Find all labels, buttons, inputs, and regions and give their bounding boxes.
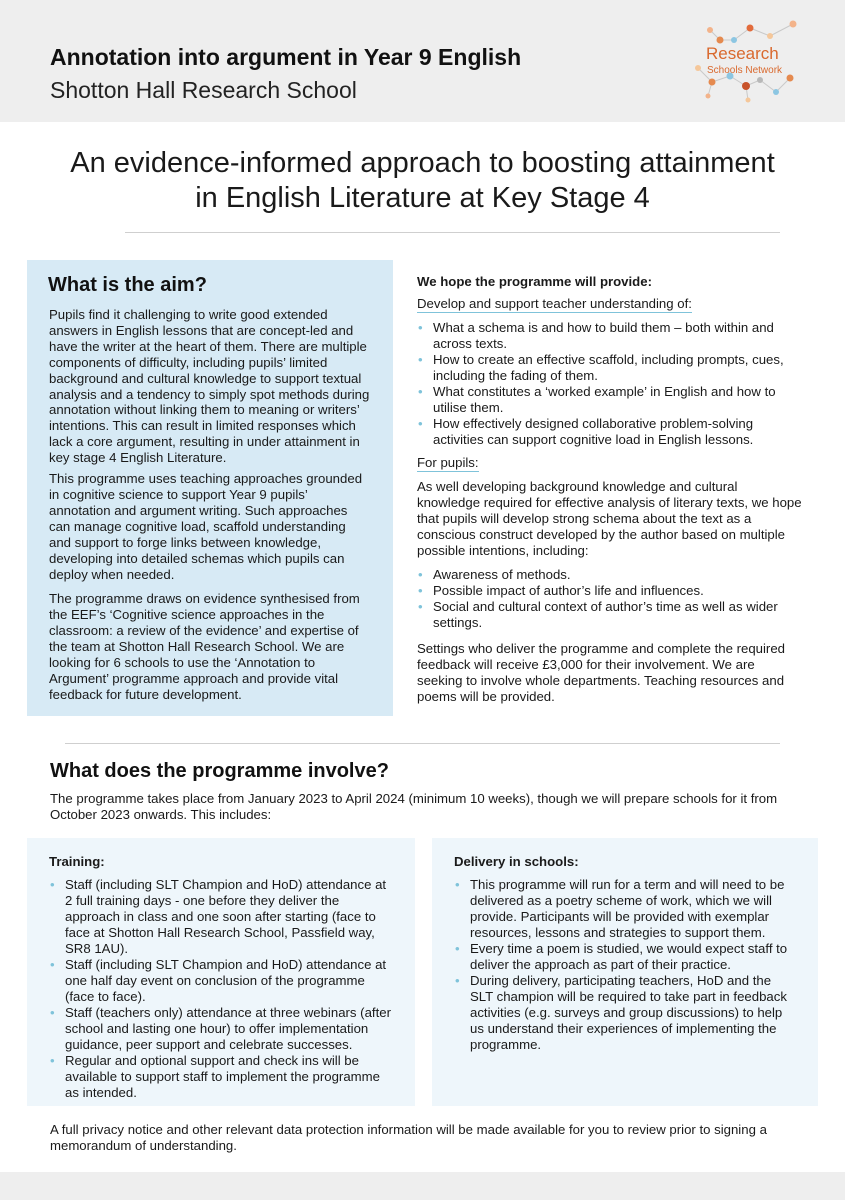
- settings-text: Settings who deliver the programme and complete the required feedback will receive £3,000 for their involvement. We are seeking to involve whole departments. Teaching resources and poems will be provided.: [417, 641, 785, 704]
- aim-heading: What is the aim?: [48, 274, 207, 296]
- list-item: • How effectively designed collaborative problem-solving activities can support cognitive load in English lessons.: [417, 416, 802, 448]
- delivery-list: [454, 877, 796, 1053]
- delivery-box: [432, 838, 818, 1106]
- privacy-notice: A full privacy notice and other relevant data protection information will be made available for you to review prior to signing a memorandum of understanding.: [50, 1122, 767, 1153]
- list-item: • Social and cultural context of author’s time as well as wider settings.: [417, 599, 802, 631]
- teacher-subheading: Develop and support teacher understanding of:: [417, 296, 692, 311]
- logo-text-network: Schools Network: [707, 65, 783, 76]
- list-item: • Possible impact of author’s life and influences.: [417, 583, 802, 599]
- aim-box: [27, 260, 393, 716]
- footer-band: [0, 1172, 845, 1200]
- list-item: • Staff (including SLT Champion and HoD) attendance at 2 full training days - one before they deliver the approach in class and one soon after starting (face to face at Shotton Hall Research School, Passfield way, SR8 1AU).: [49, 877, 393, 957]
- list-item: • What constitutes a ‘worked example’ in English and how to utilise them.: [417, 384, 802, 416]
- document-title: Annotation into argument in Year 9 English: [50, 44, 522, 70]
- divider: [65, 743, 780, 744]
- list-item: • Staff (including SLT Champion and HoD) attendance at one half day event on conclusion of the programme (face to face).: [49, 957, 393, 1005]
- training-list: [49, 877, 393, 1101]
- delivery-heading: Delivery in schools:: [454, 854, 579, 869]
- aim-paragraph: The programme draws on evidence synthesised from the EEF’s ‘Cognitive science approaches in the classroom: a review of the evidence’ and expertise of the team at Shotton Hall Research School. We are looking for 6 schools to use the ‘Annotation to Argument’ programme approach and provide vital feedback for future development.: [49, 591, 360, 702]
- list-item: • This programme will run for a term and will need to be delivered as a poetry scheme of work, which we will provide. Participants will be provided with exemplar resources, lessons and strategies to support them.: [454, 877, 796, 941]
- list-item: • Regular and optional support and check ins will be available to support staff to implement the programme as intended.: [49, 1053, 393, 1101]
- list-item: • What a schema is and how to build them – both within and across texts.: [417, 320, 802, 352]
- pupils-list: [417, 567, 802, 631]
- list-item: • Staff (teachers only) attendance at three webinars (after school and lasting one hour) to offer implementation guidance, peer support and celebrate successes.: [49, 1005, 393, 1053]
- logo-text-research: Research: [706, 44, 779, 63]
- pupils-subheading: For pupils:: [417, 455, 479, 470]
- involve-heading: What does the programme involve?: [50, 760, 389, 782]
- involve-intro: The programme takes place from January 2023 to April 2024 (minimum 10 weeks), though we will prepare schools for it from October 2023 onwards. This includes:: [50, 791, 778, 822]
- research-schools-network-logo: [690, 18, 805, 106]
- teacher-list: [417, 320, 802, 448]
- aim-paragraph: This programme uses teaching approaches grounded in cognitive science to support Year 9 pupils’ annotation and argument writing. Such approaches can manage cognitive load, scaffold understanding and support to forge links between knowledge, developing into detailed schemas which pupils can deploy when needed.: [49, 471, 363, 582]
- aim-paragraph: Pupils find it challenging to write good extended answers in English lessons that are concept-led and have the writer at the heart of them. There are multiple components of difficulty, including pupils’ limited background and cultural knowledge to support textual analysis and a tendency to simply spot methods during annotation without linking them to meaning or writers’ intentions. This can result in limited responses which lack a core argument, resulting in under attainment in key stage 4 English Literature.: [49, 307, 370, 466]
- divider: [125, 232, 780, 233]
- header-band: [0, 0, 845, 122]
- list-item: • Every time a poem is studied, we would expect staff to deliver the approach as part of their practice.: [454, 941, 796, 973]
- provide-heading: We hope the programme will provide:: [417, 274, 652, 289]
- pupils-intro: As well developing background knowledge and cultural knowledge required for effective analysis of literary texts, we hope that pupils will develop strong schema about the text as a conscious construct developed by the author based on multiple possible intentions, including:: [417, 479, 802, 558]
- list-item: • Awareness of methods.: [417, 567, 802, 583]
- training-box: [27, 838, 415, 1106]
- training-heading: Training:: [49, 854, 105, 869]
- list-item: • During delivery, participating teachers, HoD and the SLT champion will be required to take part in feedback activities (e.g. surveys and group discussions) to help us understand their experiences of implementing the programme.: [454, 973, 796, 1053]
- provide-column: [417, 274, 802, 705]
- list-item: • How to create an effective scaffold, including prompts, cues, including the fading of them.: [417, 352, 802, 384]
- page-headline: An evidence-informed approach to boosting attainment in English Literature at Key Stage 4: [70, 147, 775, 214]
- document-subtitle: Shotton Hall Research School: [50, 77, 357, 103]
